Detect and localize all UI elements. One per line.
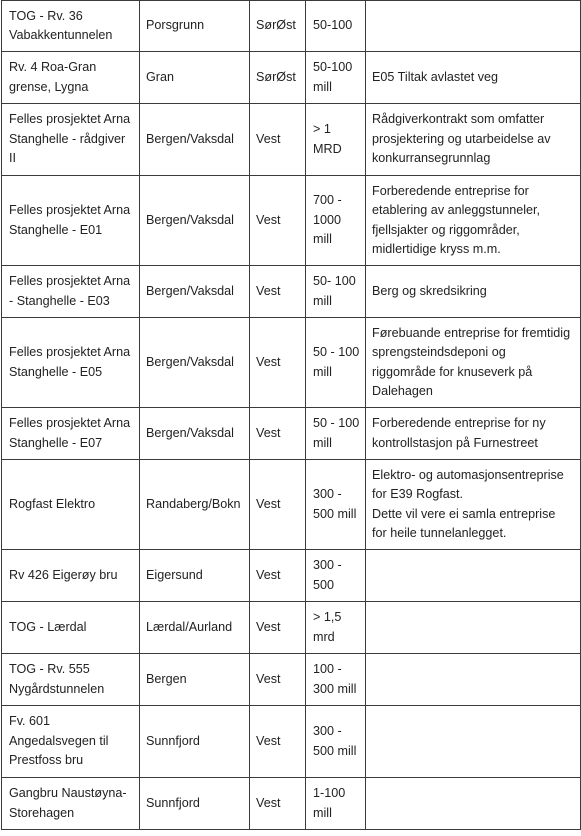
- amount-cell: 50 - 100 mill: [306, 318, 366, 408]
- location-cell: Bergen/Vaksdal: [140, 176, 250, 266]
- location-cell: Bergen/Vaksdal: [140, 266, 250, 318]
- project-name-cell: Gangbru Naustøyna-Storehagen: [2, 778, 140, 830]
- description-cell: Førebuande entreprise for fremtidig sprengsteindsdeponi og riggområde for knuseverk på Dalehagen: [366, 318, 581, 408]
- amount-cell: 50-100 mill: [306, 52, 366, 104]
- table-row: [2, 52, 581, 104]
- location-cell: Gran: [140, 52, 250, 104]
- amount-cell: 50- 100 mill: [306, 266, 366, 318]
- amount-cell: 50 - 100 mill: [306, 408, 366, 460]
- description-cell: Forberedende entreprise for ny kontrollstasjon på Furnestreet: [366, 408, 581, 460]
- project-name-cell: TOG - Rv. 555 Nygårdstunnelen: [2, 654, 140, 706]
- table-row: [2, 104, 581, 176]
- project-name-cell: Felles prosjektet Arna - Stanghelle - E03: [2, 266, 140, 318]
- location-cell: Bergen/Vaksdal: [140, 408, 250, 460]
- location-cell: Sunnfjord: [140, 778, 250, 830]
- location-cell: Bergen: [140, 654, 250, 706]
- region-cell: Vest: [250, 778, 306, 830]
- region-cell: SørØst: [250, 1, 306, 52]
- amount-cell: 700 - 1000 mill: [306, 176, 366, 266]
- region-cell: Vest: [250, 654, 306, 706]
- location-cell: Porsgrunn: [140, 1, 250, 52]
- table-row: [2, 266, 581, 318]
- project-name-cell: Felles prosjektet Arna Stanghelle - E01: [2, 176, 140, 266]
- amount-cell: 1-100 mill: [306, 778, 366, 830]
- table-row: [2, 318, 581, 408]
- location-cell: Lærdal/Aurland: [140, 602, 250, 654]
- region-cell: Vest: [250, 104, 306, 176]
- table-row: [2, 706, 581, 778]
- amount-cell: > 1 MRD: [306, 104, 366, 176]
- amount-cell: 300 - 500 mill: [306, 706, 366, 778]
- table-row: [2, 654, 581, 706]
- description-cell: Forberedende entreprise for etablering av anleggstunneler, fjellsjakter og riggområder, midlertidige kryss m.m.: [366, 176, 581, 266]
- description-cell: [366, 706, 581, 778]
- table-row: [2, 176, 581, 266]
- description-cell: [366, 550, 581, 602]
- table-row: [2, 408, 581, 460]
- region-cell: Vest: [250, 408, 306, 460]
- table-row: [2, 602, 581, 654]
- project-name-cell: Felles prosjektet Arna Stanghelle - E05: [2, 318, 140, 408]
- region-cell: Vest: [250, 318, 306, 408]
- project-name-cell: TOG - Rv. 36 Vabakkentunnelen: [2, 1, 140, 52]
- location-cell: Sunnfjord: [140, 706, 250, 778]
- location-cell: Bergen/Vaksdal: [140, 318, 250, 408]
- amount-cell: 50-100: [306, 1, 366, 52]
- description-cell: Rådgiverkontrakt som omfatter prosjektering og utarbeidelse av konkurransegrunnlag: [366, 104, 581, 176]
- table-row: [2, 550, 581, 602]
- table-row: [2, 1, 581, 52]
- description-cell: [366, 778, 581, 830]
- region-cell: Vest: [250, 602, 306, 654]
- project-name-cell: Rv. 4 Roa-Gran grense, Lygna: [2, 52, 140, 104]
- description-cell: [366, 654, 581, 706]
- project-name-cell: Rv 426 Eigerøy bru: [2, 550, 140, 602]
- location-cell: Eigersund: [140, 550, 250, 602]
- region-cell: SørØst: [250, 52, 306, 104]
- project-name-cell: Felles prosjektet Arna Stanghelle - rådgiver II: [2, 104, 140, 176]
- table-row: [2, 460, 581, 550]
- project-name-cell: TOG - Lærdal: [2, 602, 140, 654]
- region-cell: Vest: [250, 706, 306, 778]
- description-cell: [366, 1, 581, 52]
- region-cell: Vest: [250, 550, 306, 602]
- region-cell: Vest: [250, 266, 306, 318]
- amount-cell: > 1,5 mrd: [306, 602, 366, 654]
- description-cell: [366, 602, 581, 654]
- description-cell: E05 Tiltak avlastet veg: [366, 52, 581, 104]
- location-cell: Bergen/Vaksdal: [140, 104, 250, 176]
- project-table: [1, 0, 581, 830]
- project-name-cell: Fv. 601 Angedalsvegen til Prestfoss bru: [2, 706, 140, 778]
- project-name-cell: Rogfast Elektro: [2, 460, 140, 550]
- region-cell: Vest: [250, 460, 306, 550]
- description-cell: Berg og skredsikring: [366, 266, 581, 318]
- project-name-cell: Felles prosjektet Arna Stanghelle - E07: [2, 408, 140, 460]
- amount-cell: 300 - 500: [306, 550, 366, 602]
- amount-cell: 300 - 500 mill: [306, 460, 366, 550]
- amount-cell: 100 - 300 mill: [306, 654, 366, 706]
- region-cell: Vest: [250, 176, 306, 266]
- table-row: [2, 778, 581, 830]
- description-cell: Elektro- og automasjonsentreprise for E39 Rogfast. Dette vil vere ei samla entreprise for heile tunnelanlegget.: [366, 460, 581, 550]
- location-cell: Randaberg/Bokn: [140, 460, 250, 550]
